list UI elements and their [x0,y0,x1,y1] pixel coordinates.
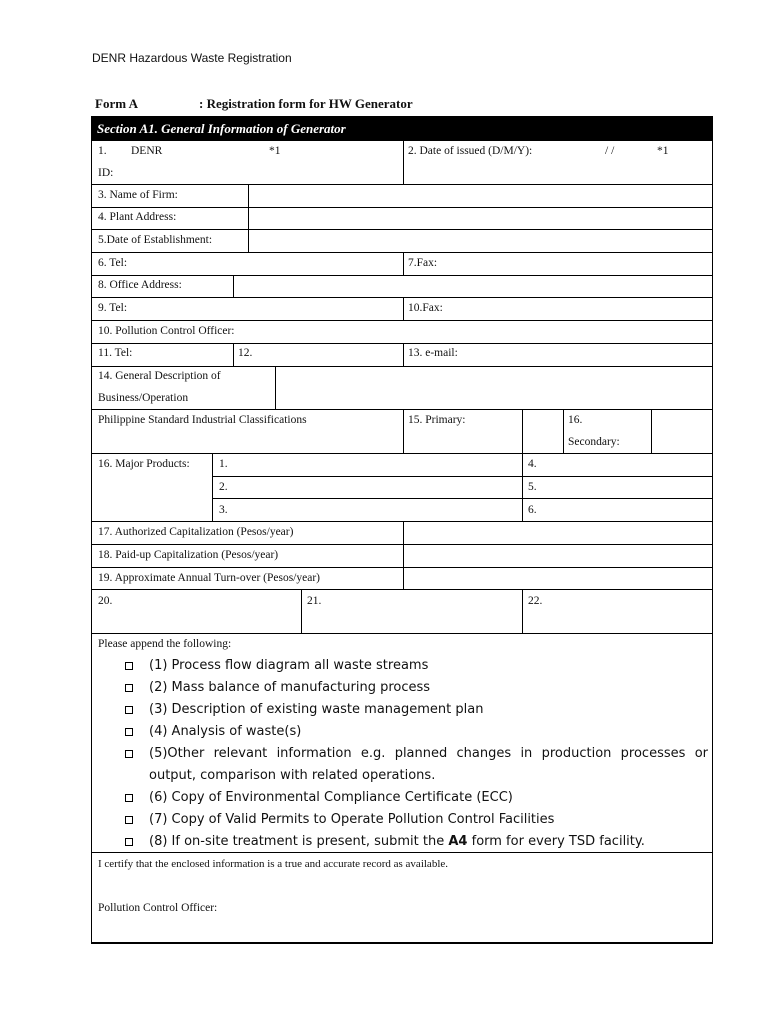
field-5-label: 5.Date of Establishment: [98,234,213,246]
checkbox-icon[interactable] [125,750,133,758]
append-list [122,655,708,853]
list-item: (2) Mass balance of manufacturing process [122,677,708,699]
field-6-label: 6. Tel: [98,257,128,269]
field-18-label: 18. Paid-up Capitalization (Pesos/year) [98,549,279,561]
major-products-label: 16. Major Products: [98,458,190,470]
checkbox-icon[interactable] [125,838,133,846]
certify-text: I certify that the enclosed information is a true and accurate record as available. [98,858,449,870]
field-1-denr: DENR [131,145,163,157]
field-16-secondary: Secondary: [568,436,620,448]
field-14-label: 14. General Description of [98,370,221,382]
field-12-label: 12. [238,347,253,359]
field-20-label: 20. [98,595,113,607]
field-19-label: 19. Approximate Annual Turn-over (Pesos/year) [98,572,320,584]
field-15-label: 15. Primary: [408,414,466,426]
field-1-note: *1 [269,145,281,157]
product-4: 4. [528,458,537,470]
product-2: 2. [219,481,228,493]
checkbox-icon[interactable] [125,794,133,802]
field-14-label-2: Business/Operation [98,392,189,404]
field-16-label: 16. [568,414,583,426]
product-3: 3. [219,504,228,516]
field-4-label: 4. Plant Address: [98,211,177,223]
product-5: 5. [528,481,537,493]
checkbox-icon[interactable] [125,706,133,714]
field-10-fax-label: 10.Fax: [408,302,443,314]
form-name: Form A [95,96,138,111]
field-2-note: *1 [657,145,669,157]
field-3-label: 3. Name of Firm: [98,189,178,201]
field-2-label: 2. Date of issued (D/M/Y): [408,145,533,157]
field-10-pco-label: 10. Pollution Control Officer: [98,325,235,337]
field-1-id: ID: [98,167,114,179]
field-21-label: 21. [307,595,322,607]
product-6: 6. [528,504,537,516]
list-item: (4) Analysis of waste(s) [122,721,708,743]
list-item: (3) Description of existing waste management plan [122,699,708,721]
section-title: Section A1. General Information of Generator [92,117,712,141]
field-22-label: 22. [528,595,543,607]
checkbox-icon[interactable] [125,728,133,736]
list-item: (5)Other relevant information e.g. planned changes in production processes or output, comparison with related operations. [122,743,708,787]
list-item: (8) If on-site treatment is present, submit the A4 form for every TSD facility. [122,831,708,853]
checkbox-icon[interactable] [125,816,133,824]
field-17-label: 17. Authorized Capitalization (Pesos/year) [98,526,294,538]
field-8-label: 8. Office Address: [98,279,182,291]
list-item: (6) Copy of Environmental Compliance Certificate (ECC) [122,787,708,809]
form-box [91,116,713,944]
product-1: 1. [219,458,228,470]
field-2-separators: / / [605,145,615,157]
form-subtitle: : Registration form for HW Generator [199,96,413,111]
psic-label: Philippine Standard Industrial Classifications [98,414,307,426]
field-1-label: 1. [98,145,107,157]
checkbox-icon[interactable] [125,662,133,670]
field-11-label: 11. Tel: [98,347,133,359]
checkbox-icon[interactable] [125,684,133,692]
list-item: (7) Copy of Valid Permits to Operate Pollution Control Facilities [122,809,708,831]
field-13-label: 13. e-mail: [408,347,458,359]
page-header: DENR Hazardous Waste Registration [92,51,292,65]
field-9-label: 9. Tel: [98,302,128,314]
form-title [95,96,413,112]
pco-signature-label: Pollution Control Officer: [98,902,218,914]
list-item: (1) Process flow diagram all waste streams [122,655,708,677]
append-intro: Please append the following: [98,638,232,650]
field-7-label: 7.Fax: [408,257,438,269]
